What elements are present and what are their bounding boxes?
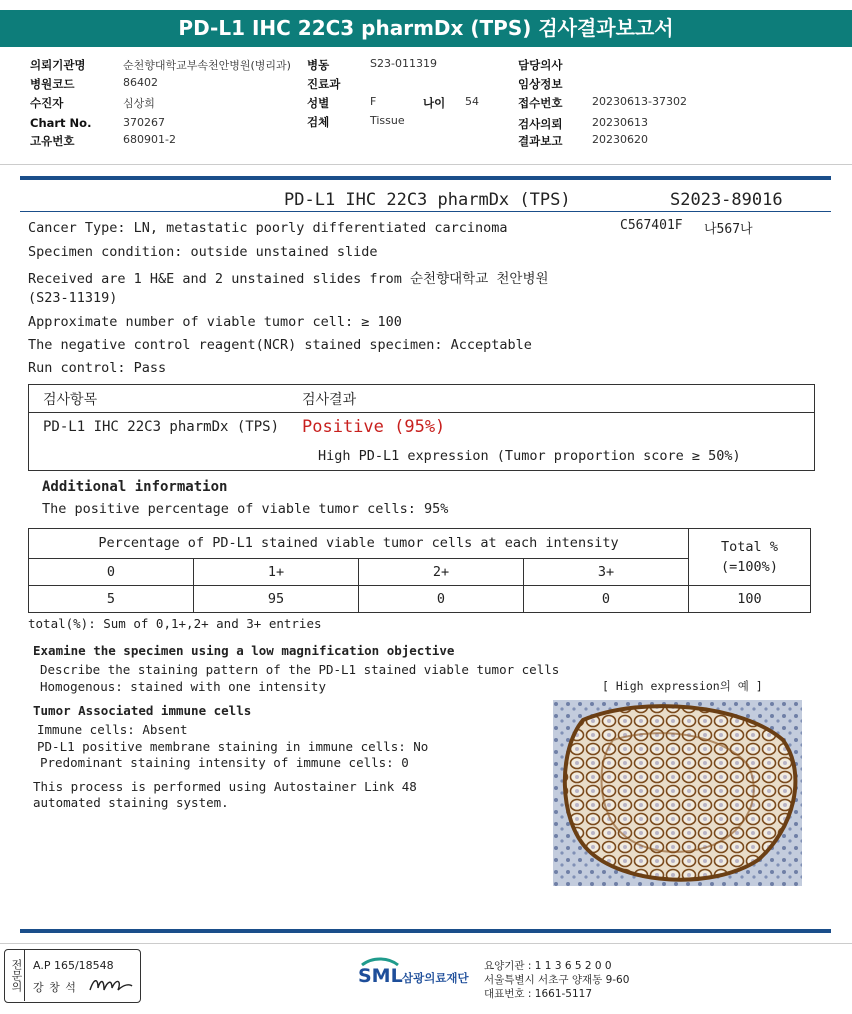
result-box-divider <box>28 412 814 413</box>
subtitle-rule <box>20 211 831 212</box>
stamp-line-1: A.P 165/18548 <box>33 959 114 972</box>
received-line: Received are 1 H&E and 2 unstained slides from 순천향대학교 천안병원 <box>28 271 549 287</box>
value-0: 5 <box>28 585 194 613</box>
test-name: PD-L1 IHC 22C3 pharmDx (TPS) <box>43 419 280 435</box>
total-header-line-2: (=100%) <box>721 559 778 575</box>
code-label: 병원코드 <box>30 77 75 91</box>
value-3plus: 0 <box>523 585 689 613</box>
result-value: Positive (95%) <box>302 417 446 437</box>
total-note: total(%): Sum of 0,1+,2+ and 3+ entries <box>28 616 322 631</box>
immune-line-3: Predominant staining intensity of immune cells: 0 <box>40 755 409 770</box>
code-value: 86402 <box>123 76 158 89</box>
logo-text: SML <box>358 965 403 987</box>
chart-value: 370267 <box>123 116 165 129</box>
accession-number: S2023-89016 <box>670 190 783 210</box>
additional-line: The positive percentage of viable tumor cells: 95% <box>42 501 449 517</box>
high-expression-example-image <box>553 700 802 886</box>
addr-line-1: 요양기관 : 1 1 3 6 5 2 0 0 <box>484 960 612 972</box>
top-rule <box>20 176 831 180</box>
specimen-value: Tissue <box>370 114 405 127</box>
total-header-line-1: Total % <box>721 539 778 555</box>
sex-label: 성별 <box>307 96 330 110</box>
specimen-label: 검체 <box>307 115 330 129</box>
age-value: 54 <box>465 95 479 108</box>
test-item-header: 검사항목 <box>43 392 98 408</box>
ward-value: S23-011319 <box>370 57 437 70</box>
hospital-value: 순천향대학교부속천안병원(병리과) <box>123 59 291 72</box>
signature-mark <box>88 974 134 1000</box>
clinical-label: 임상정보 <box>518 77 563 91</box>
cancer-type-line: Cancer Type: LN, metastatic poorly differentiated carcinoma <box>28 220 508 236</box>
examine-line-2: Homogenous: stained with one intensity <box>40 679 326 694</box>
level-3plus: 3+ <box>523 558 689 586</box>
process-line-2: automated staining system. <box>33 795 229 810</box>
receipt-value: 20230613-37302 <box>592 95 687 108</box>
total-header <box>688 528 811 586</box>
immune-line-1: Immune cells: Absent <box>37 722 188 737</box>
level-1plus: 1+ <box>193 558 359 586</box>
addr-line-3: 대표번호 : 1661-5117 <box>484 988 593 1000</box>
report-date-value: 20230620 <box>592 133 648 146</box>
id-label: 고유번호 <box>30 134 75 148</box>
logo-org: 삼광의료재단 <box>402 971 469 985</box>
level-2plus: 2+ <box>358 558 524 586</box>
additional-title: Additional information <box>42 479 228 495</box>
received-ref-line: (S23-11319) <box>28 290 118 306</box>
immune-line-2: PD-L1 positive membrane staining in immune cells: No <box>37 739 429 754</box>
value-total: 100 <box>688 585 811 613</box>
bottom-rule <box>20 929 831 933</box>
doctor-label: 담당의사 <box>518 58 563 72</box>
receipt-label: 접수번호 <box>518 96 563 110</box>
patient-value: 심상희 <box>123 97 155 110</box>
examine-title: Examine the specimen using a low magnification objective <box>33 643 455 658</box>
intensity-header-text: Percentage of PD-L1 stained viable tumor cells at each intensity <box>98 535 619 551</box>
id-value: 680901-2 <box>123 133 176 146</box>
tumor-cell-line: Approximate number of viable tumor cell: ≥ 100 <box>28 314 402 330</box>
result-interpretation: High PD-L1 expression (Tumor proportion score ≥ 50%) <box>318 448 741 464</box>
report-date-label: 결과보고 <box>518 134 563 148</box>
specimen-code-2: 나567나 <box>704 222 753 237</box>
image-caption: [ High expression의 예 ] <box>602 679 763 693</box>
chart-label: Chart No. <box>30 116 92 130</box>
request-value: 20230613 <box>592 116 648 129</box>
footer-divider <box>0 943 852 944</box>
age-label: 나이 <box>423 96 446 110</box>
patient-label: 수진자 <box>30 96 64 110</box>
report-title: PD-L1 IHC 22C3 pharmDx (TPS) 검사결과보고서 <box>0 10 852 47</box>
specimen-code: C567401F <box>620 218 683 233</box>
sex-value: F <box>370 95 377 108</box>
process-line-1: This process is performed using Autostainer Link 48 <box>33 779 417 794</box>
ncr-line: The negative control reagent(NCR) stained specimen: Acceptable <box>28 337 532 353</box>
run-control-line: Run control: Pass <box>28 360 167 376</box>
immune-title: Tumor Associated immune cells <box>33 703 252 718</box>
stamp-line-2: 강 창 석 <box>33 981 77 994</box>
header-divider <box>0 164 852 165</box>
intensity-table-header <box>28 528 689 559</box>
report-subtitle: PD-L1 IHC 22C3 pharmDx (TPS) <box>284 190 571 210</box>
test-result-header: 검사결과 <box>302 392 357 408</box>
ward-label: 병동 <box>307 58 330 72</box>
hospital-label: 의뢰기관명 <box>30 58 86 72</box>
examine-line-1: Describe the staining pattern of the PD-L1 stained viable tumor cells <box>40 662 560 677</box>
specimen-condition-line: Specimen condition: outside unstained slide <box>28 244 378 260</box>
level-0: 0 <box>28 558 194 586</box>
stamp-label: 전문의 <box>4 949 25 1001</box>
request-label: 검사의뢰 <box>518 117 563 131</box>
dept-label: 진료과 <box>307 77 341 91</box>
value-2plus: 0 <box>358 585 524 613</box>
value-1plus: 95 <box>193 585 359 613</box>
addr-line-2: 서울특별시 서초구 양재동 9-60 <box>484 974 630 986</box>
